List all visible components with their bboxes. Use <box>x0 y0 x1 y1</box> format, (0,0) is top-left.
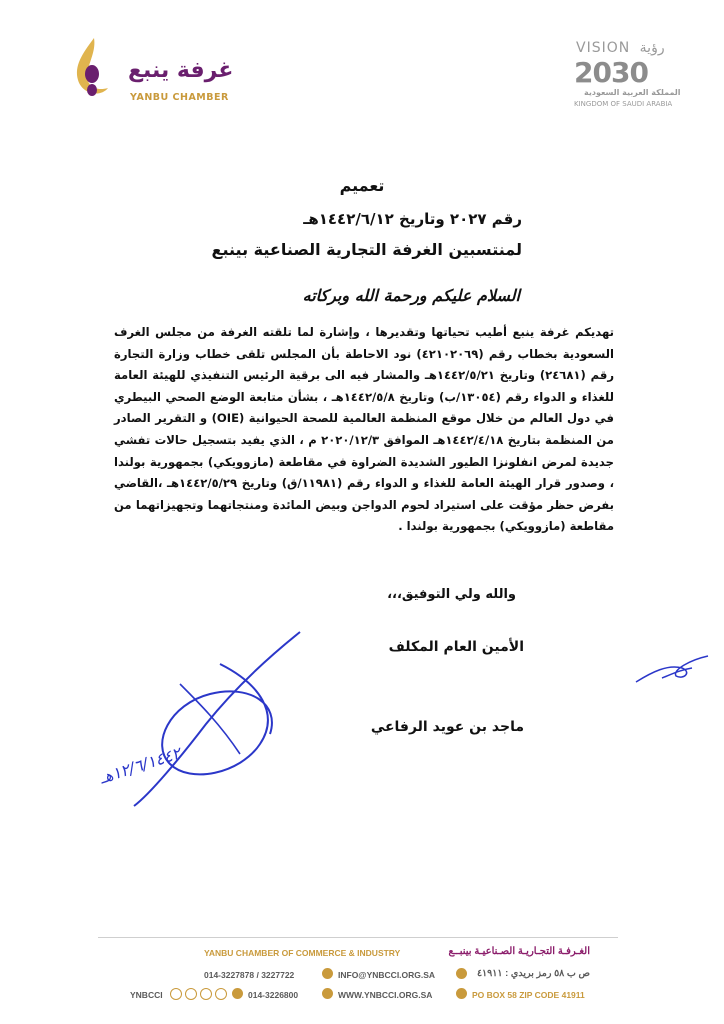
document-title: تعميم <box>339 176 385 195</box>
footer-org-arabic: الغـرفـة التجـاريـة الصـناعيـة بينبــع <box>448 946 590 957</box>
initial-scribble <box>632 652 712 688</box>
footer-social-handle[interactable]: YNBCCI <box>130 990 163 1000</box>
vision-country-arabic: المملكة العربية السعودية <box>584 88 681 97</box>
vision-label-en: VISION <box>576 40 631 56</box>
reference-number-date: رقم ٢٠٢٧ وتاريخ ١٤٤٢/٦/١٢هـ <box>303 210 522 228</box>
vision-label-ar: رؤية <box>639 40 665 56</box>
youtube-icon[interactable] <box>215 988 227 1000</box>
vision-2030-label <box>576 40 665 56</box>
letter-body: تهديكم غرفة ينبع أطيب تحياتها وتقديرها ، وإشارة لما تلقته الغرفة من مجلس الغرف السعودية بخطاب رقم (٤٢١٠٢٠٦٩) نود الاحاطة بأن المجلس تلقى خطاب وزارة التجارة رقم (٢٤٦٨١) وتاريخ ١٤٤٢/٥/٢١هـ والمشار فيه الى برقية الرئيس التنفيذي للهيئة العامة للغذاء و الدواء رقم (١٣٠٥٤/ب) وتاريخ ١٤٤٢/٥/٨هـ ، بشأن متابعة الوضع الصحي البيطري في دول العالم من خلال موقع المنظمة العالمية للصحة الحيوانية (OIE) و التقرير الصادر من المنظمة بتاريخ ١٤٤٢/٤/١٨هـ الموافق ٢٠٢٠/١٢/٣ م ، الذي يفيد بتسجيل حالات تفشي جديدة لمرض انفلونزا الطيور الشديدة الضراوة في مقاطعة (مازوويكي) بجمهورية بولندا ، وصدور قرار الهيئة العامة للغذاء و الدواء رقم (١١٩٨١/ق) وتاريخ ١٤٤٢/٥/٢٩هـ ،القاضي بفرض حظر مؤقت على استيراد لحوم الدواجن وبيض المائدة ومنتجاتهما وتجهيزاتهما من مقاطعة (مازوويكي) بجمهورية بولندا . <box>114 325 615 534</box>
twitter-icon[interactable] <box>185 988 197 1000</box>
facebook-icon[interactable] <box>170 988 182 1000</box>
footer-pobox-english: PO BOX 58 ZIP CODE 41911 <box>472 990 585 1000</box>
handwritten-signature <box>110 624 310 814</box>
chamber-name-arabic: غرفة ينبع <box>128 58 234 83</box>
footer-phone-2: 014-3226800 <box>248 990 299 1000</box>
signatory-title: الأمين العام المكلف <box>388 639 524 655</box>
closing-phrase: والله ولي التوفيق،،، <box>387 587 516 602</box>
mailbox-icon <box>456 968 467 979</box>
vision-country-english: KINGDOM OF SAUDI ARABIA <box>574 100 673 108</box>
instagram-icon[interactable] <box>200 988 212 1000</box>
handwritten-date: ١٢/٦/١٤٤٢هـ <box>97 743 183 788</box>
social-icons <box>170 988 227 1000</box>
footer-phones: 014-3227878 / 3227722 <box>204 970 295 980</box>
chamber-name-english: YANBU CHAMBER <box>130 92 229 103</box>
footer-org-english: YANBU CHAMBER OF COMMERCE & INDUSTRY <box>204 948 401 958</box>
footer-website[interactable]: WWW.YNBCCI.ORG.SA <box>338 990 433 1000</box>
footer-email[interactable]: INFO@YNBCCI.ORG.SA <box>338 970 436 980</box>
signatory-name: ماجد بن عويد الرفاعي <box>370 719 524 735</box>
email-icon <box>322 968 333 979</box>
yanbu-chamber-logo-icon <box>64 36 120 106</box>
phone-icon <box>232 988 243 999</box>
greeting: السلام عليكم ورحمة الله وبركاته <box>302 286 520 305</box>
footer-divider <box>98 937 618 938</box>
recipients-line: لمنتسبين الغرفة التجارية الصناعية بينبع <box>211 240 522 259</box>
pobox-icon <box>456 988 467 999</box>
footer-pobox-arabic: ص ب ٥٨ رمز بريدي : ٤١٩١١ <box>476 968 590 979</box>
globe-icon <box>322 988 333 999</box>
vision-2030-year: 2030 <box>574 56 648 89</box>
